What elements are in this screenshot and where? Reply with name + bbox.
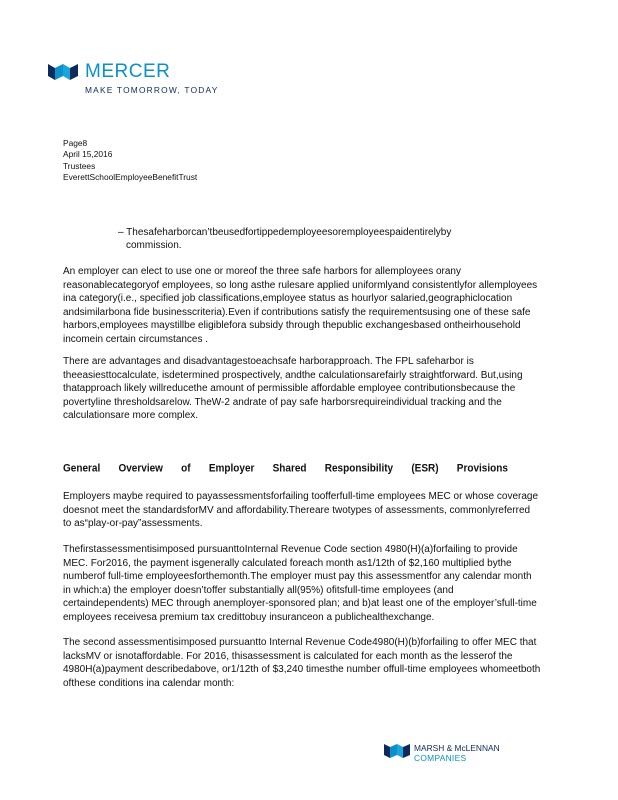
mmc-wordmark-line-1: MARSH & McLENNAN [414,743,500,753]
section-heading [63,462,508,474]
mmc-logo-mark-icon [384,742,410,760]
letter-date: April 15,2016 [63,149,113,160]
heading-word: Employer [208,462,255,475]
recipient: Trustees [63,160,96,171]
heading-word: of [181,462,191,475]
bullet-line-2: commission. [126,240,182,251]
paragraph-safe-harbors: An employer can elect to use one or moreof the three safe harbors for allemployees orany reasonablecategoryof employees, so long asthe rulesare applied uniformlyand consistentlyfor allemployees ina category(i.e., specified job classifications,employee status as hourlyor salaried,geographiclocation andsimilarbona fide businesscriteria).Even if contributions satisfy the requirementsusing one of these safe harbors,employees maystillbe eligiblefora subsidy through thepublic exchangesbased ontheirhousehold incomein certain circumstances . [63,266,538,345]
mercer-logo-mark-icon [48,62,78,82]
bullet-item [118,226,498,252]
heading-word: (ESR) [411,462,439,475]
heading-word: Responsibility [324,462,394,475]
mercer-wordmark: MERCER [85,61,171,82]
paragraph-assessments: Employers maybe required to payassessmentsforfailing toofferfull-time employees MEC or whose coverage doesnot meet the standardsforMV and affordability.Thereare twotypes of assessments, commonlyreferred to as“play-or-pay”assessments. [63,491,539,530]
mercer-tagline: MAKE TOMORROW, TODAY [85,85,219,95]
heading-word: General [63,462,101,475]
mmc-wordmark-line-2: COMPANIES [414,753,467,763]
heading-word: Shared [272,462,307,475]
letter-header [63,138,197,183]
bullet-dash: – [118,227,124,238]
heading-word: Overview [118,462,163,475]
heading-word: Provisions [456,462,508,475]
paragraph-first-assessment: Thefirstassessmentisimposed pursuanttoInternal Revenue Code section 4980(H)(a)forfailing to provide MEC. For2016, the payment isgenerally calculated foreach month as1/12th of $2,160 multiplied bythe numberof full-time employeesforthemonth.The employer must pay this assessmentfor any calendar month in which:a) the employer doesn’toffer substantially all(95%) ofitsfull-time employees (and certaindependents) MEC through anemployer-sponsored plan; and b)at least one of the employer’sfull-time employees receivesa premium tax credittobuy insuranceon a publichealthexchange. [63,544,537,623]
trust-name: EverettSchoolEmployeeBenefitTrust [63,171,198,182]
bullet-line-1: Thesafeharborcan’tbeusedfortippedemployeesoremployeespaidentirelyby [126,227,452,238]
paragraph-advantages: There are advantages and disadvantagestoeachsafe harborapproach. The FPL safeharbor is theeasiesttocalculate, isdetermined prospectively, andthe calculationsarefairly straightforward. But,using thatapproach likely willreducethe amount of permissible affordable employee contributionsbecause the povertyline thresholdsarelow. TheW-2 andrate of pay safe harborsrequireindividual tracking and the calculationsare more complex. [63,356,523,422]
paragraph-second-assessment: The second assessmentisimposed pursuantto Internal Revenue Code4980(H)(b)forfailing to offer MEC that lacksMV or isnotaffordable. For 2016, thisassessment is calculated for each month as the lesserof the 4980H(a)payment describedabove, or1/12th of $3,240 timesthe number offull-time employees whomeetboth ofthese conditions ina calendar month: [63,637,541,689]
page-number: Page8 [63,138,88,148]
